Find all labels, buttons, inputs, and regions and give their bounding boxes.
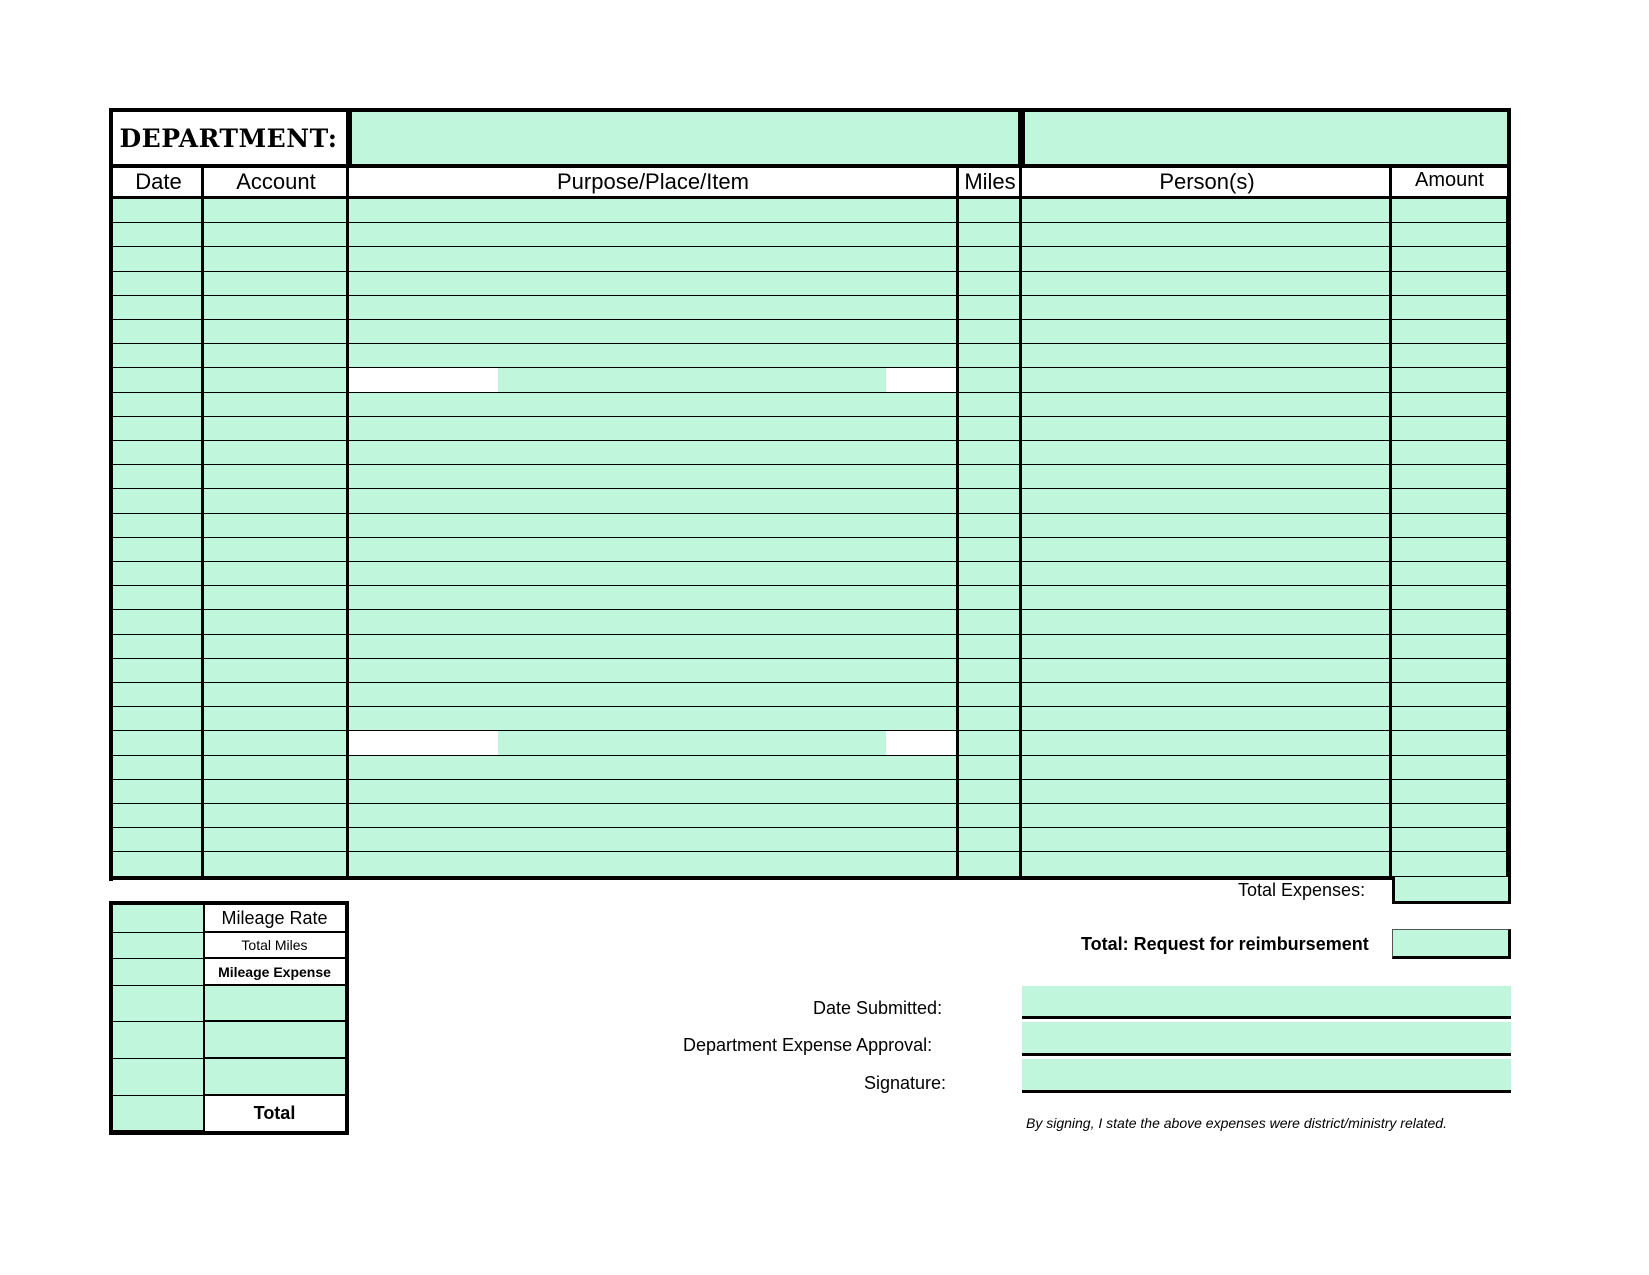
column-separator (1018, 108, 1022, 168)
mileage-extra-1-value[interactable] (113, 986, 204, 1022)
cell-amount[interactable] (1392, 586, 1507, 610)
cell-persons[interactable] (1022, 852, 1392, 877)
cell-account[interactable] (204, 344, 348, 368)
cell-amount[interactable] (1392, 659, 1507, 683)
cell-miles[interactable] (958, 828, 1022, 852)
cell-date[interactable] (113, 780, 204, 804)
cell-amount[interactable] (1392, 731, 1507, 756)
cell-miles[interactable] (958, 393, 1022, 417)
cell-date[interactable] (113, 465, 204, 489)
column-header-date: Date (135, 169, 182, 194)
cell-date[interactable] (113, 368, 204, 393)
cell-account[interactable] (204, 780, 348, 804)
column-header-amount: Amount (1415, 168, 1484, 191)
reimbursement-label: Total: Request for reimbursement (1081, 934, 1369, 954)
cell-persons[interactable] (1022, 683, 1392, 707)
cell-amount[interactable] (1392, 610, 1507, 635)
total-miles-label: Total Miles (204, 933, 345, 959)
cell-miles[interactable] (958, 441, 1022, 465)
date-submitted-field[interactable] (1022, 986, 1511, 1019)
cell-date[interactable] (113, 320, 204, 344)
reimbursement-field[interactable] (1392, 929, 1511, 959)
cell-amount[interactable] (1392, 852, 1507, 877)
cell-miles[interactable] (958, 417, 1022, 441)
cell-account[interactable] (204, 852, 348, 877)
mileage-extra-2-value[interactable] (113, 1022, 204, 1059)
cell-amount[interactable] (1392, 538, 1507, 562)
cell-amount[interactable] (1392, 489, 1507, 514)
cell-purpose[interactable] (348, 441, 958, 465)
cell-amount[interactable] (1392, 320, 1507, 344)
cell-persons[interactable] (1022, 247, 1392, 272)
cell-miles[interactable] (958, 538, 1022, 562)
cell-amount[interactable] (1392, 344, 1507, 368)
cell-account[interactable] (204, 659, 348, 683)
cell-date[interactable] (113, 562, 204, 586)
cell-amount[interactable] (1392, 707, 1507, 731)
cell-amount[interactable] (1392, 635, 1507, 659)
cell-purpose[interactable] (348, 683, 958, 707)
cell-persons[interactable] (1022, 417, 1392, 441)
cell-persons[interactable] (1022, 828, 1392, 852)
cell-account[interactable] (204, 538, 348, 562)
table-bottom-border (109, 876, 1396, 880)
cell-amount[interactable] (1392, 828, 1507, 852)
cell-miles[interactable] (958, 756, 1022, 780)
cell-miles[interactable] (958, 731, 1022, 756)
cell-date[interactable] (113, 852, 204, 877)
cell-account[interactable] (204, 586, 348, 610)
cell-persons[interactable] (1022, 296, 1392, 320)
cell-persons[interactable] (1022, 465, 1392, 489)
department-field[interactable] (348, 112, 1018, 164)
cell-purpose[interactable] (348, 296, 958, 320)
cell-account[interactable] (204, 804, 348, 828)
cell-persons[interactable] (1022, 538, 1392, 562)
cell-miles[interactable] (958, 368, 1022, 393)
cell-purpose[interactable] (348, 562, 958, 586)
cell-persons[interactable] (1022, 441, 1392, 465)
cell-date[interactable] (113, 659, 204, 683)
cell-persons[interactable] (1022, 780, 1392, 804)
cell-date[interactable] (113, 756, 204, 780)
cell-amount[interactable] (1392, 247, 1507, 272)
cell-miles[interactable] (958, 562, 1022, 586)
cell-amount[interactable] (1392, 514, 1507, 538)
cell-account[interactable] (204, 368, 348, 393)
cell-amount[interactable] (1392, 417, 1507, 441)
cell-date[interactable] (113, 441, 204, 465)
cell-miles[interactable] (958, 296, 1022, 320)
mileage-total-label: Total (204, 1096, 345, 1131)
cell-date[interactable] (113, 199, 204, 223)
cell-account[interactable] (204, 756, 348, 780)
total-expenses-field[interactable] (1392, 876, 1511, 904)
cell-persons[interactable] (1022, 320, 1392, 344)
column-header-account: Account (236, 169, 316, 194)
cell-date[interactable] (113, 296, 204, 320)
cell-persons[interactable] (1022, 586, 1392, 610)
signature-field[interactable] (1022, 1059, 1511, 1093)
cell-persons[interactable] (1022, 731, 1392, 756)
cell-purpose[interactable] (348, 247, 958, 272)
column-separator (346, 108, 349, 880)
cell-account[interactable] (204, 272, 348, 296)
cell-account[interactable] (204, 610, 348, 635)
cell-purpose[interactable] (348, 586, 958, 610)
mileage-expense-label: Mileage Expense (204, 959, 345, 986)
cell-account[interactable] (204, 635, 348, 659)
cell-purpose[interactable] (348, 199, 958, 223)
cell-amount[interactable] (1392, 272, 1507, 296)
cell-persons[interactable] (1022, 393, 1392, 417)
cell-purpose[interactable] (348, 417, 958, 441)
total-expenses-label: Total Expenses: (1238, 880, 1366, 900)
cell-account[interactable] (204, 465, 348, 489)
cell-date[interactable] (113, 610, 204, 635)
cell-date[interactable] (113, 272, 204, 296)
cell-persons[interactable] (1022, 610, 1392, 635)
cell-persons[interactable] (1022, 707, 1392, 731)
cell-amount[interactable] (1392, 393, 1507, 417)
cell-miles[interactable] (958, 344, 1022, 368)
cell-persons[interactable] (1022, 344, 1392, 368)
cell-miles[interactable] (958, 852, 1022, 877)
cell-amount[interactable] (1392, 368, 1507, 393)
cell-account[interactable] (204, 393, 348, 417)
cell-purpose[interactable] (348, 610, 958, 635)
cell-miles[interactable] (958, 465, 1022, 489)
cell-amount[interactable] (1392, 199, 1507, 223)
cell-amount[interactable] (1392, 223, 1507, 247)
cell-persons[interactable] (1022, 756, 1392, 780)
cell-miles[interactable] (958, 610, 1022, 635)
cell-account[interactable] (204, 223, 348, 247)
cell-purpose[interactable] (348, 223, 958, 247)
cell-persons[interactable] (1022, 272, 1392, 296)
cell-amount[interactable] (1392, 296, 1507, 320)
cell-date[interactable] (113, 514, 204, 538)
cell-date[interactable] (113, 731, 204, 756)
cell-date[interactable] (113, 683, 204, 707)
cell-miles[interactable] (958, 199, 1022, 223)
cell-miles[interactable] (958, 635, 1022, 659)
cell-miles[interactable] (958, 586, 1022, 610)
cell-amount[interactable] (1392, 465, 1507, 489)
cell-amount[interactable] (1392, 683, 1507, 707)
mileage-divider (203, 905, 205, 1131)
cell-purpose[interactable] (348, 659, 958, 683)
cell-purpose[interactable] (348, 393, 958, 417)
cell-date[interactable] (113, 417, 204, 441)
cell-account[interactable] (204, 707, 348, 731)
cell-miles[interactable] (958, 320, 1022, 344)
column-header-persons: Person(s) (1159, 169, 1255, 194)
column-header-purpose: Purpose/Place/Item (557, 169, 749, 194)
cell-purpose[interactable] (348, 780, 958, 804)
mileage-expense-value[interactable] (113, 959, 204, 986)
mileage-rate-label: Mileage Rate (204, 905, 345, 933)
cell-purpose[interactable] (348, 756, 958, 780)
approval-label: Department Expense Approval: (683, 1035, 933, 1055)
cell-purpose[interactable] (348, 538, 958, 562)
mileage-extra-3-value[interactable] (113, 1059, 204, 1096)
cell-date[interactable] (113, 344, 204, 368)
cell-date[interactable] (113, 586, 204, 610)
column-separator (201, 164, 204, 880)
cell-amount[interactable] (1392, 562, 1507, 586)
cell-account[interactable] (204, 514, 348, 538)
cell-account[interactable] (204, 320, 348, 344)
column-separator (1389, 164, 1392, 880)
cell-date[interactable] (113, 223, 204, 247)
cell-purpose[interactable] (348, 635, 958, 659)
cell-persons[interactable] (1022, 368, 1392, 393)
cell-purpose[interactable] (348, 272, 958, 296)
cell-miles[interactable] (958, 780, 1022, 804)
cell-miles[interactable] (958, 659, 1022, 683)
cell-account[interactable] (204, 683, 348, 707)
cell-purpose[interactable] (348, 368, 958, 393)
cell-date[interactable] (113, 393, 204, 417)
cell-date[interactable] (113, 804, 204, 828)
cell-purpose[interactable] (348, 489, 958, 514)
cell-account[interactable] (204, 247, 348, 272)
cell-miles[interactable] (958, 272, 1022, 296)
cell-amount[interactable] (1392, 441, 1507, 465)
mileage-extra-3-field[interactable] (204, 1059, 345, 1096)
cell-date[interactable] (113, 538, 204, 562)
cell-purpose[interactable] (348, 707, 958, 731)
mileage-total-value[interactable] (113, 1096, 204, 1131)
column-header-miles: Miles (964, 169, 1016, 194)
cell-persons[interactable] (1022, 635, 1392, 659)
cell-purpose[interactable] (348, 465, 958, 489)
mileage-extra-1-field[interactable] (204, 986, 345, 1022)
department-label: DEPARTMENT: (119, 123, 338, 153)
cell-persons[interactable] (1022, 199, 1392, 223)
mileage-rate-value[interactable] (113, 905, 204, 933)
column-separator (1019, 164, 1022, 880)
disclaimer-text: By signing, I state the above expenses were district/ministry related. (1026, 1115, 1447, 1131)
cell-account[interactable] (204, 441, 348, 465)
cell-persons[interactable] (1022, 562, 1392, 586)
cell-persons[interactable] (1022, 804, 1392, 828)
cell-purpose[interactable] (348, 852, 958, 877)
cell-account[interactable] (204, 731, 348, 756)
cell-account[interactable] (204, 828, 348, 852)
cell-amount[interactable] (1392, 756, 1507, 780)
cell-miles[interactable] (958, 707, 1022, 731)
cell-purpose[interactable] (348, 514, 958, 538)
cell-purpose[interactable] (348, 344, 958, 368)
department-extra-field[interactable] (1021, 112, 1507, 164)
cell-amount[interactable] (1392, 804, 1507, 828)
cell-account[interactable] (204, 417, 348, 441)
cell-amount[interactable] (1392, 780, 1507, 804)
cell-date[interactable] (113, 707, 204, 731)
cell-miles[interactable] (958, 514, 1022, 538)
cell-account[interactable] (204, 296, 348, 320)
mileage-extra-2-field[interactable] (204, 1022, 345, 1059)
total-miles-value[interactable] (113, 933, 204, 959)
cell-account[interactable] (204, 199, 348, 223)
cell-date[interactable] (113, 247, 204, 272)
column-separator (956, 164, 959, 880)
cell-persons[interactable] (1022, 489, 1392, 514)
cell-miles[interactable] (958, 804, 1022, 828)
cell-purpose[interactable] (348, 320, 958, 344)
cell-purpose[interactable] (348, 828, 958, 852)
cell-miles[interactable] (958, 223, 1022, 247)
cell-account[interactable] (204, 562, 348, 586)
cell-purpose[interactable] (348, 804, 958, 828)
cell-date[interactable] (113, 828, 204, 852)
cell-account[interactable] (204, 489, 348, 514)
cell-miles[interactable] (958, 683, 1022, 707)
date-submitted-label: Date Submitted: (813, 998, 943, 1018)
cell-persons[interactable] (1022, 514, 1392, 538)
cell-date[interactable] (113, 489, 204, 514)
signature-label: Signature: (864, 1073, 947, 1093)
cell-miles[interactable] (958, 489, 1022, 514)
approval-field[interactable] (1022, 1022, 1511, 1056)
cell-miles[interactable] (958, 247, 1022, 272)
cell-purpose[interactable] (348, 731, 958, 756)
cell-persons[interactable] (1022, 223, 1392, 247)
cell-persons[interactable] (1022, 659, 1392, 683)
cell-date[interactable] (113, 635, 204, 659)
